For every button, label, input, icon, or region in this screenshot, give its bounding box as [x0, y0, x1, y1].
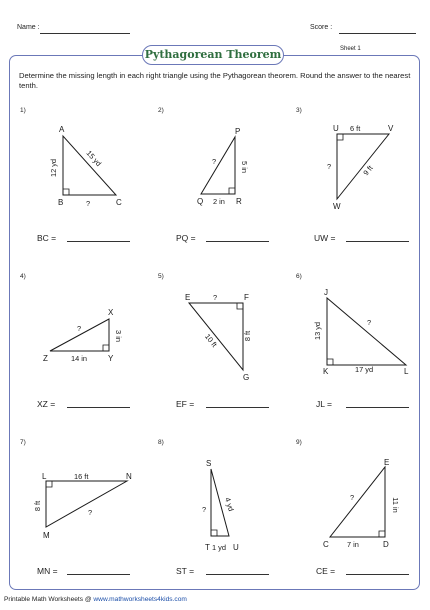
problem-number: 9): [296, 439, 302, 446]
vertex-label: W: [333, 202, 341, 211]
vertex-label: C: [116, 198, 122, 207]
side-label: 4 yd: [223, 496, 236, 513]
side-label: 10 ft: [202, 332, 219, 349]
vertex-label: Q: [197, 197, 204, 206]
side-label: 11 in: [391, 497, 400, 513]
answer-prompt: MN =: [37, 566, 58, 576]
problem-number: 1): [20, 107, 26, 114]
footer-prefix: Printable Math Worksheets @: [4, 596, 92, 603]
side-label: 6 ft: [350, 124, 361, 133]
side-label: 5 in: [240, 161, 249, 173]
vertex-label: G: [243, 373, 250, 382]
answer-prompt: BC =: [37, 233, 57, 243]
side-label: 2 in: [213, 197, 225, 206]
vertex-label: Z: [43, 354, 48, 363]
answer-line[interactable]: [206, 241, 269, 242]
side-label: 14 in: [71, 354, 88, 363]
side-label: 8 ft: [33, 500, 42, 512]
vertex-label: V: [388, 124, 394, 133]
worksheet-title: Pythagorean Theorem: [142, 45, 284, 65]
vertex-label: X: [108, 308, 114, 317]
side-label: ?: [367, 318, 372, 327]
side-label: 16 ft: [74, 472, 89, 481]
answer-prompt: JL =: [316, 399, 332, 409]
side-label: 7 in: [347, 540, 359, 549]
answer-prompt: XZ =: [37, 399, 56, 409]
footer-site-link[interactable]: www.mathworksheets4kids.com: [93, 596, 187, 603]
instructions: Determine the missing length in each right triangle using the Pythagorean theorem. Round the answer to the nearest tenth.: [19, 71, 411, 90]
side-label: 12 yd: [49, 158, 58, 178]
vertex-label: A: [59, 125, 65, 134]
side-label: ?: [77, 324, 82, 333]
vertex-label: E: [185, 293, 191, 302]
side-label: 9 ft: [361, 163, 375, 178]
footer: [4, 596, 187, 603]
answer-line[interactable]: [67, 241, 130, 242]
vertex-label: L: [404, 367, 409, 376]
vertex-label: T: [205, 543, 210, 552]
answer-prompt: CE =: [316, 566, 336, 576]
vertex-label: Y: [108, 354, 114, 363]
side-label: ?: [202, 505, 207, 514]
vertex-label: M: [43, 531, 50, 540]
answer-line[interactable]: [206, 407, 269, 408]
answer-line[interactable]: [67, 574, 130, 575]
side-label: 15 yd: [84, 148, 104, 169]
side-label: ?: [88, 508, 93, 517]
problem-number: 6): [296, 273, 302, 280]
vertex-label: D: [383, 540, 389, 549]
vertex-label: E: [384, 458, 390, 467]
side-label: 17 yd: [355, 365, 374, 374]
name-label: Name :: [17, 24, 40, 31]
side-label: 8 ft: [243, 330, 252, 342]
side-label: ?: [350, 493, 355, 502]
vertex-label: U: [233, 543, 239, 552]
problem-number: 5): [158, 273, 164, 280]
answer-line[interactable]: [67, 407, 130, 408]
vertex-label: C: [323, 540, 329, 549]
vertex-label: S: [206, 459, 212, 468]
vertex-label: F: [244, 293, 249, 302]
answer-line[interactable]: [346, 241, 409, 242]
answer-prompt: EF =: [176, 399, 195, 409]
sheet-label: Sheet 1: [340, 46, 361, 52]
side-label: ?: [213, 293, 218, 302]
answer-prompt: PQ =: [176, 233, 196, 243]
answer-line[interactable]: [346, 407, 409, 408]
side-label: ?: [86, 199, 91, 208]
vertex-label: J: [324, 288, 328, 297]
answer-prompt: ST =: [176, 566, 195, 576]
problem-number: 7): [20, 439, 26, 446]
side-label: 3 in: [114, 330, 123, 342]
problem-number: 2): [158, 107, 164, 114]
vertex-label: B: [58, 198, 64, 207]
answer-line[interactable]: [206, 574, 269, 575]
side-label: ?: [327, 162, 332, 171]
vertex-label: K: [323, 367, 329, 376]
vertex-label: L: [42, 472, 47, 481]
vertex-label: N: [126, 472, 132, 481]
score-label: Score :: [310, 24, 333, 31]
vertex-label: U: [333, 124, 339, 133]
vertex-label: P: [235, 127, 241, 136]
answer-prompt: UW =: [314, 233, 336, 243]
problem-number: 4): [20, 273, 26, 280]
vertex-label: R: [236, 197, 242, 206]
problem-number: 3): [296, 107, 302, 114]
side-label: 1 yd: [212, 543, 226, 552]
answer-line[interactable]: [346, 574, 409, 575]
side-label: ?: [212, 157, 217, 166]
problem-number: 8): [158, 439, 164, 446]
side-label: 13 yd: [313, 321, 322, 341]
